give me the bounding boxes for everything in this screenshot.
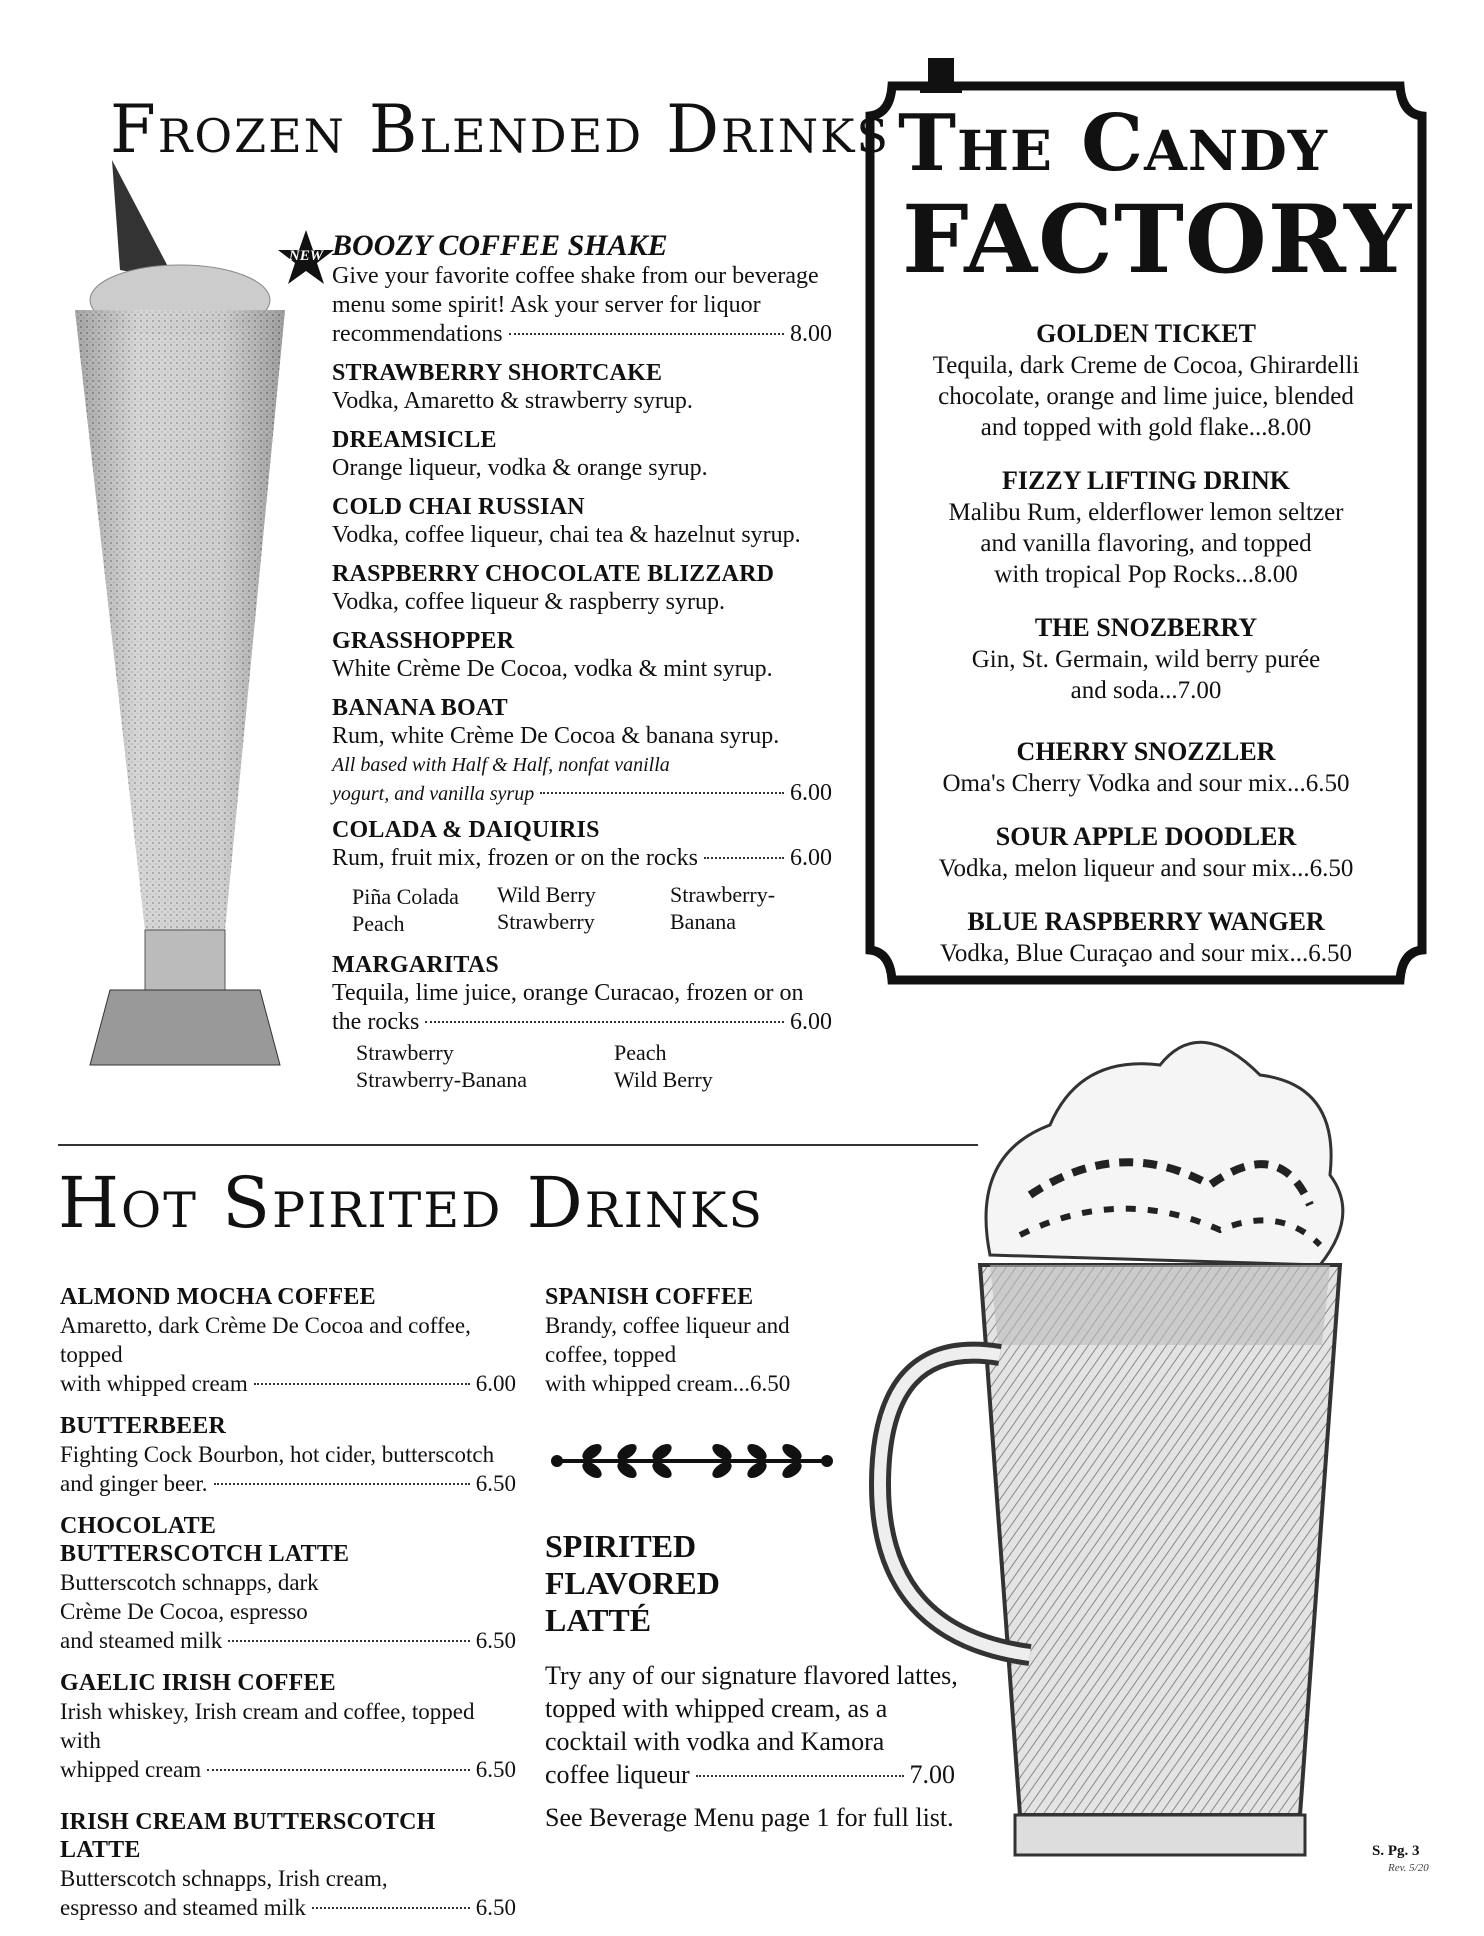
item-description: White Crème De Cocoa, vodka & mint syrup. (332, 656, 773, 682)
item-description: Vodka, melon liqueur and sour mix...6.50 (938, 855, 1354, 882)
new-star-badge (276, 228, 336, 288)
menu-item-the-snozberry (882, 612, 1410, 706)
item-price: 6.50 (475, 1757, 516, 1782)
item-description: Brandy, coffee liqueur and (545, 1313, 790, 1338)
item-description: Gin, St. Germain, wild berry purée (971, 646, 1321, 673)
menu-item-margaritas (332, 951, 832, 1095)
item-description: Irish whiskey, Irish cream and coffee, topped with (60, 1699, 475, 1753)
item-name: GAELIC IRISH COFFEE (60, 1670, 336, 1696)
item-name: IRISH CREAM BUTTERSCOTCH LATTE (60, 1809, 436, 1863)
item-description: Rum, white Crème De Cocoa & banana syrup. (332, 723, 780, 749)
menu-item-irish-cream-butterscotch-latte (60, 1808, 516, 1922)
item-name: ALMOND MOCHA COFFEE (60, 1284, 376, 1310)
dot-leader (509, 333, 784, 335)
item-description: Vodka, Blue Curaçao and sour mix...6.50 (940, 940, 1352, 967)
item-description: cocktail with vodka and Kamora (545, 1727, 885, 1756)
menu-item-chocolate-butterscotch-latte (60, 1512, 516, 1655)
item-name: STRAWBERRY SHORTCAKE (332, 360, 663, 386)
item-name: GRASSHOPPER (332, 628, 515, 654)
item-price: 6.00 (475, 1371, 516, 1396)
item-description: Try any of our signature flavored lattes, (545, 1661, 958, 1690)
menu-item-colada-daiquiris (332, 816, 832, 939)
item-price: 6.00 (790, 780, 832, 806)
menu-item-spirited-flavored-latte (545, 1528, 985, 1834)
page-number: S. Pg. 3 (1372, 1843, 1420, 1859)
item-description: topped with whipped cream, as a (545, 1694, 888, 1723)
frozen-menu-list (288, 229, 832, 1095)
menu-item-banana-boat (332, 694, 832, 808)
item-price: 8.00 (790, 321, 832, 347)
item-description-end: and ginger beer. (60, 1471, 208, 1496)
item-price-line (545, 1758, 955, 1791)
item-name: SPANISH COFFEE (545, 1284, 754, 1310)
item-description-end: and steamed milk (60, 1628, 223, 1653)
variety: Strawberry (497, 909, 595, 934)
item-description: Amaretto, dark Crème De Cocoa and coffee, topped (60, 1313, 471, 1367)
item-description: Butterscotch schnapps, Irish cream, (60, 1866, 388, 1891)
hot-menu-left (60, 1283, 516, 1936)
item-description-end: the rocks (332, 1009, 420, 1035)
item-description: with tropical Pop Rocks...8.00 (994, 561, 1298, 588)
candy-factory-box (862, 58, 1430, 1010)
new-badge-label: NEW (288, 248, 324, 264)
item-description: Oma's Cherry Vodka and sour mix...6.50 (942, 770, 1350, 797)
item-name: COLD CHAI RUSSIAN (332, 494, 585, 520)
item-name: MARGARITAS (332, 952, 499, 978)
menu-item-sour-apple-doodler (882, 821, 1410, 884)
item-name: BANANA BOAT (332, 695, 508, 721)
item-description: coffee, topped (545, 1342, 677, 1367)
revision-date: Rev. 5/20 (1388, 1862, 1429, 1874)
item-price: 6.00 (790, 1009, 832, 1035)
item-description: Orange liqueur, vodka & orange syrup. (332, 455, 708, 481)
dot-leader (704, 857, 784, 859)
variety: Wild Berry (497, 882, 596, 907)
item-name: FIZZY LIFTING DRINK (1002, 466, 1290, 495)
item-description: Vodka, Amaretto & strawberry syrup. (332, 388, 693, 414)
item-name: BLUE RASPBERRY WANGER (967, 907, 1325, 936)
item-description: Give your favorite coffee shake from our beverage menu some spirit! Ask your server for liquor (332, 263, 819, 318)
hot-section-title: Hot Spirited Drinks (58, 1162, 765, 1244)
menu-item-grasshopper (332, 627, 832, 684)
dot-leader (254, 1383, 470, 1385)
section-divider (58, 1144, 978, 1146)
item-description-end: whipped cream (60, 1757, 202, 1782)
variety: Strawberry (356, 1040, 454, 1065)
candy-factory-title-line1: The Candy (898, 98, 1329, 189)
item-price-line (60, 1755, 516, 1784)
item-description: Vodka, coffee liqueur, chai tea & hazelnut syrup. (332, 522, 801, 548)
variety: Peach (352, 911, 405, 936)
menu-item-blue-raspberry-wanger (882, 906, 1410, 969)
menu-item-gaelic-irish-coffee (60, 1669, 516, 1784)
item-description-end: espresso and steamed milk (60, 1895, 306, 1920)
menu-item-almond-mocha-coffee (60, 1283, 516, 1398)
dot-leader (425, 1021, 784, 1023)
menu-item-boozy-coffee-shake (332, 230, 832, 349)
colada-varieties (332, 881, 832, 939)
menu-item-dreamsicle (332, 426, 832, 483)
item-price-line (332, 320, 832, 349)
item-name: BUTTERSCOTCH LATTE (60, 1541, 350, 1567)
item-price-line (60, 1626, 516, 1655)
item-description: Tequila, lime juice, orange Curacao, frozen or on (332, 980, 804, 1006)
item-name: CHERRY SNOZZLER (1016, 737, 1276, 766)
item-price: 6.50 (475, 1628, 516, 1653)
item-name: SOUR APPLE DOODLER (995, 822, 1297, 851)
menu-item-spanish-coffee (545, 1283, 985, 1398)
item-price: 7.00 (909, 1760, 955, 1789)
item-name: DREAMSICLE (332, 427, 497, 453)
item-price: 6.50 (475, 1895, 516, 1920)
item-description: chocolate, orange and lime juice, blended (938, 383, 1354, 410)
dot-leader (228, 1640, 470, 1642)
item-description: and soda...7.00 (1070, 677, 1222, 704)
latte-title: LATTÉ (545, 1602, 652, 1638)
menu-item-golden-ticket (882, 318, 1410, 443)
candy-factory-menu (882, 318, 1410, 991)
menu-item-fizzy-lifting-drink (882, 465, 1410, 590)
base-note-price-line (332, 779, 832, 808)
dot-leader (207, 1769, 470, 1771)
menu-item-raspberry-chocolate-blizzard (332, 560, 832, 617)
item-price: 6.00 (790, 845, 832, 871)
menu-item-cherry-snozzler (882, 736, 1410, 799)
menu-item-strawberry-shortcake (332, 359, 832, 416)
item-name: GOLDEN TICKET (1036, 319, 1256, 348)
item-description: Rum, fruit mix, frozen or on the rocks (332, 845, 698, 871)
dot-leader (214, 1483, 470, 1485)
item-description: Butterscotch schnapps, dark Crème De Cocoa, espresso (60, 1570, 319, 1624)
dot-leader (540, 792, 784, 794)
item-name: RASPBERRY CHOCOLATE BLIZZARD (332, 561, 775, 587)
item-price-line (332, 1008, 832, 1037)
item-description-end: coffee liqueur (545, 1760, 690, 1789)
item-name: COLADA & DAIQUIRIS (332, 817, 600, 843)
variety: Peach (614, 1040, 667, 1065)
variety: Strawberry-Banana (670, 882, 776, 934)
base-note: All based with Half & Half, nonfat vanilla (332, 754, 670, 776)
latte-description (545, 1659, 985, 1791)
item-price-line (60, 1369, 516, 1398)
item-description: Fighting Cock Bourbon, hot cider, butterscotch (60, 1442, 495, 1467)
variety: Strawberry-Banana (356, 1067, 528, 1092)
dot-leader (696, 1775, 904, 1777)
variety: Wild Berry (614, 1067, 713, 1092)
variety: Piña Colada (352, 884, 459, 909)
decorative-vine-divider (547, 1436, 985, 1486)
hot-menu-right (545, 1283, 985, 1834)
item-price-line (60, 1469, 516, 1498)
item-name: BUTTERBEER (60, 1413, 227, 1439)
item-name: CHOCOLATE (60, 1513, 217, 1539)
see-beverage-menu-note: See Beverage Menu page 1 for full list. (545, 1803, 954, 1832)
item-price: 6.50 (475, 1471, 516, 1496)
item-description: and topped with gold flake...8.00 (980, 414, 1312, 441)
menu-item-cold-chai-russian (332, 493, 832, 550)
item-description: Vodka, coffee liqueur & raspberry syrup. (332, 589, 725, 615)
item-description-end: with whipped cream (60, 1371, 248, 1396)
item-description: and vanilla flavoring, and topped (980, 530, 1312, 557)
item-description: Tequila, dark Creme de Cocoa, Ghirardelli (932, 352, 1360, 379)
item-price-line (332, 844, 832, 873)
item-name: BOOZY COFFEE SHAKE (332, 229, 668, 262)
item-description-end: recommendations (332, 321, 503, 347)
latte-title: FLAVORED (545, 1565, 720, 1601)
frozen-section-title: Frozen Blended Drinks (110, 91, 890, 168)
candy-factory-title-line2: FACTORY (902, 185, 1413, 295)
latte-title: SPIRITED (545, 1528, 697, 1564)
base-note-end: yogurt, and vanilla syrup (332, 783, 535, 805)
item-price-line (60, 1893, 516, 1922)
item-description: Malibu Rum, elderflower lemon seltzer (948, 499, 1344, 526)
margarita-varieties (332, 1039, 832, 1095)
dot-leader (312, 1907, 470, 1909)
item-name: THE SNOZBERRY (1034, 613, 1258, 642)
item-description: with whipped cream...6.50 (545, 1371, 791, 1396)
menu-item-butterbeer (60, 1412, 516, 1498)
